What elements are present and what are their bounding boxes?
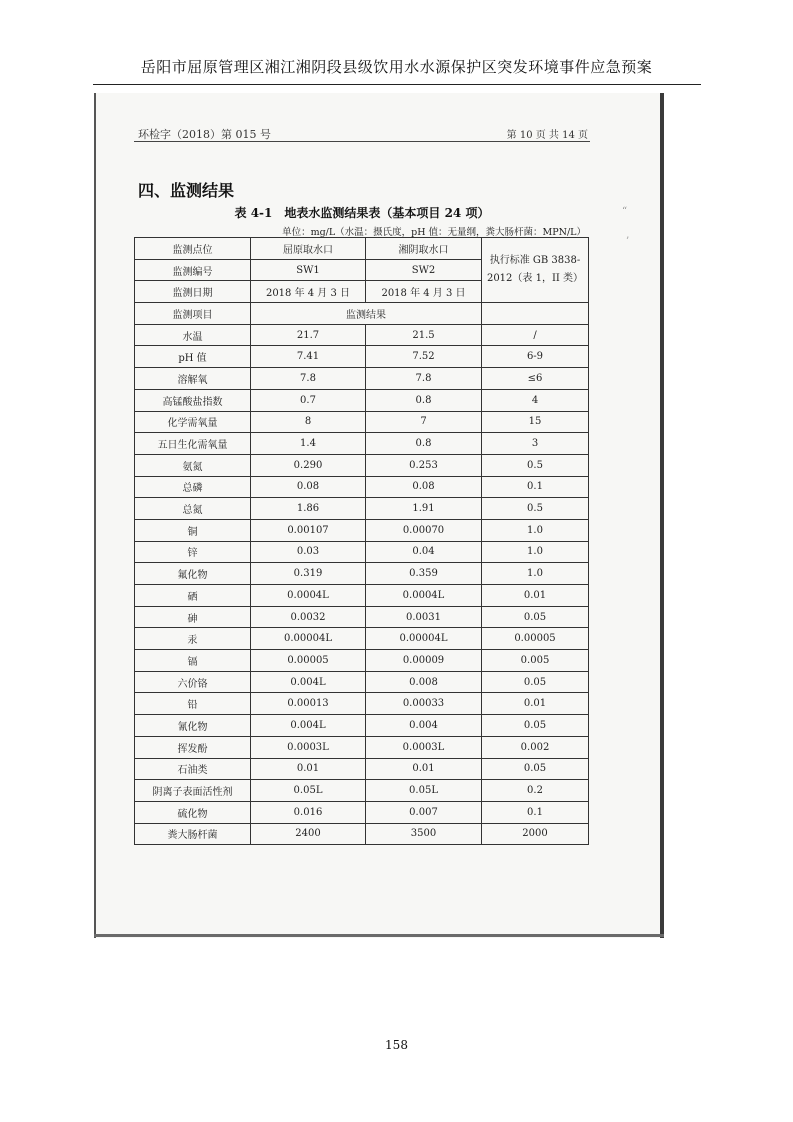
- table-cell-sw2: 0.0031: [366, 606, 482, 628]
- table-cell-std: 0.5: [482, 454, 589, 476]
- table-cell-std: 0.002: [482, 736, 589, 758]
- table-cell-std: 0.00005: [482, 628, 589, 650]
- table-cell-sw1: 7.8: [251, 368, 366, 390]
- table-cell-std: 6-9: [482, 346, 589, 368]
- header-cell: 监测项目: [135, 303, 251, 325]
- table-cell-item: 砷: [135, 606, 251, 628]
- header-cell: 监测编号: [135, 259, 251, 281]
- table-row: [135, 606, 589, 628]
- table-cell-std: 0.2: [482, 780, 589, 802]
- header-cell: 监测日期: [135, 281, 251, 303]
- section-title: 四、监测结果: [138, 181, 235, 200]
- table-cell-std: 1.0: [482, 519, 589, 541]
- table-cell-item: 阴离子表面活性剂: [135, 780, 251, 802]
- table-cell-sw1: 0.016: [251, 801, 366, 823]
- table-cell-sw2: 0.004: [366, 715, 482, 737]
- margin-mark: “: [622, 206, 628, 217]
- table-cell-item: 氨氮: [135, 454, 251, 476]
- page-number: 158: [385, 1038, 408, 1052]
- table-cell-sw2: 7: [366, 411, 482, 433]
- table-row: [135, 801, 589, 823]
- table-row: [135, 411, 589, 433]
- table-row: [135, 671, 589, 693]
- table-cell-std: 0.05: [482, 758, 589, 780]
- table-cell-item: 粪大肠杆菌: [135, 823, 251, 845]
- table-cell-sw2: 7.52: [366, 346, 482, 368]
- table-cell-sw1: 0.00004L: [251, 628, 366, 650]
- table-cell-std: 3: [482, 433, 589, 455]
- table-cell-item: 镉: [135, 650, 251, 672]
- table-cell-sw2: 0.05L: [366, 780, 482, 802]
- table-cell-std: 0.5: [482, 498, 589, 520]
- table-row: [135, 780, 589, 802]
- table-cell-sw1: 0.004L: [251, 671, 366, 693]
- table-row: [135, 758, 589, 780]
- table-cell-sw2: 7.8: [366, 368, 482, 390]
- table-cell-sw1: 0.004L: [251, 715, 366, 737]
- table-cell-item: 硫化物: [135, 801, 251, 823]
- scan-right-edge: [660, 93, 664, 938]
- table-cell-sw2: 0.8: [366, 433, 482, 455]
- standard-note-cell: 执行标准 GB 3838-2012（表 1，II 类）: [482, 238, 589, 303]
- table-cell-item: 水温: [135, 324, 251, 346]
- table-cell-item: 石油类: [135, 758, 251, 780]
- table-cell-std: 0.01: [482, 693, 589, 715]
- table-cell-sw1: 0.05L: [251, 780, 366, 802]
- table-cell-sw2: 0.01: [366, 758, 482, 780]
- table-cell-item: 高锰酸盐指数: [135, 389, 251, 411]
- table-row: [135, 628, 589, 650]
- header-cell: 监测结果: [251, 303, 482, 325]
- table-cell-sw1: 0.00107: [251, 519, 366, 541]
- table-cell-item: 汞: [135, 628, 251, 650]
- table-row: [135, 346, 589, 368]
- table-cell-sw1: 1.4: [251, 433, 366, 455]
- table-cell-sw1: 2400: [251, 823, 366, 845]
- report-code: 环检字（2018）第 015 号: [138, 128, 271, 141]
- table-row: [135, 519, 589, 541]
- table-cell-item: 锌: [135, 541, 251, 563]
- table-cell-sw1: 0.7: [251, 389, 366, 411]
- table-cell-sw1: 0.03: [251, 541, 366, 563]
- table-row: [135, 715, 589, 737]
- table-caption: 表 4-1 地表水监测结果表（基本项目 24 项）: [234, 206, 490, 220]
- table-cell-sw2: 0.359: [366, 563, 482, 585]
- table-cell-item: pH 值: [135, 346, 251, 368]
- table-row: [135, 498, 589, 520]
- table-cell-sw1: 1.86: [251, 498, 366, 520]
- table-row: [135, 324, 589, 346]
- table-cell-sw1: 0.0004L: [251, 585, 366, 607]
- table-cell-item: 五日生化需氧量: [135, 433, 251, 455]
- table-row: [135, 368, 589, 390]
- table-cell-std: 0.005: [482, 650, 589, 672]
- table-cell-item: 化学需氧量: [135, 411, 251, 433]
- table-row: [135, 433, 589, 455]
- scan-bottom-edge: [94, 934, 664, 937]
- table-cell-std: 0.05: [482, 715, 589, 737]
- table-cell-sw1: 21.7: [251, 324, 366, 346]
- header-cell: SW1: [251, 259, 366, 281]
- header-divider: [93, 84, 701, 85]
- header-cell: 屈原取水口: [251, 238, 366, 260]
- table-cell-sw2: 0.04: [366, 541, 482, 563]
- scan-left-edge: [94, 93, 96, 938]
- header-cell: 2018 年 4 月 3 日: [251, 281, 366, 303]
- table-cell-std: 0.1: [482, 476, 589, 498]
- table-cell-std: 1.0: [482, 541, 589, 563]
- margin-mark: ’: [626, 236, 630, 247]
- table-row: [135, 238, 589, 260]
- table-cell-sw2: 0.08: [366, 476, 482, 498]
- table-cell-item: 铅: [135, 693, 251, 715]
- table-cell-sw2: 0.00033: [366, 693, 482, 715]
- table-cell-sw2: 0.8: [366, 389, 482, 411]
- header-cell: 监测点位: [135, 238, 251, 260]
- table-cell-item: 溶解氧: [135, 368, 251, 390]
- table-cell-std: /: [482, 324, 589, 346]
- header-cell: 湘阴取水口: [366, 238, 482, 260]
- table-cell-sw1: 0.00013: [251, 693, 366, 715]
- table-cell-sw2: 0.00070: [366, 519, 482, 541]
- page-header-title: 岳阳市屈原管理区湘江湘阴段县级饮用水水源保护区突发环境事件应急预案: [140, 58, 653, 76]
- table-cell-item: 挥发酚: [135, 736, 251, 758]
- table-cell-item: 总磷: [135, 476, 251, 498]
- table-row: [135, 585, 589, 607]
- monitoring-results-table: [134, 237, 589, 845]
- table-cell-sw2: 0.007: [366, 801, 482, 823]
- table-cell-std: 0.01: [482, 585, 589, 607]
- table-cell-item: 氰化物: [135, 715, 251, 737]
- table-row: [135, 541, 589, 563]
- table-cell-sw2: 0.00004L: [366, 628, 482, 650]
- table-row: [135, 650, 589, 672]
- table-cell-sw2: 0.0004L: [366, 585, 482, 607]
- table-cell-sw1: 0.00005: [251, 650, 366, 672]
- table-cell-item: 总氮: [135, 498, 251, 520]
- header-cell: [482, 303, 589, 325]
- table-cell-sw1: 8: [251, 411, 366, 433]
- table-cell-sw2: 3500: [366, 823, 482, 845]
- table-cell-sw1: 0.290: [251, 454, 366, 476]
- table-cell-sw2: 1.91: [366, 498, 482, 520]
- table-cell-std: 1.0: [482, 563, 589, 585]
- table-cell-sw2: 0.00009: [366, 650, 482, 672]
- table-cell-std: 15: [482, 411, 589, 433]
- table-row: [135, 823, 589, 845]
- table-cell-sw1: 0.01: [251, 758, 366, 780]
- table-cell-sw1: 0.08: [251, 476, 366, 498]
- report-page-info: 第 10 页 共 14 页: [506, 130, 588, 141]
- table-cell-sw2: 0.008: [366, 671, 482, 693]
- table-cell-std: 4: [482, 389, 589, 411]
- table-row: [135, 736, 589, 758]
- table-cell-item: 硒: [135, 585, 251, 607]
- table-cell-item: 铜: [135, 519, 251, 541]
- table-row: [135, 389, 589, 411]
- table-cell-std: 0.05: [482, 671, 589, 693]
- table-cell-sw2: 21.5: [366, 324, 482, 346]
- table-row: [135, 563, 589, 585]
- table-cell-std: 2000: [482, 823, 589, 845]
- unit-note: 单位：mg/L（水温：摄氏度，pH 值：无量纲，粪大肠杆菌：MPN/L）: [282, 227, 586, 238]
- report-divider: [134, 141, 590, 142]
- table-cell-sw2: 0.0003L: [366, 736, 482, 758]
- header-cell: 2018 年 4 月 3 日: [366, 281, 482, 303]
- table-cell-std: ≤6: [482, 368, 589, 390]
- table-cell-std: 0.1: [482, 801, 589, 823]
- table-cell-sw1: 0.0032: [251, 606, 366, 628]
- table-row: [135, 476, 589, 498]
- table-cell-sw1: 0.0003L: [251, 736, 366, 758]
- table-cell-item: 六价铬: [135, 671, 251, 693]
- table-row: [135, 454, 589, 476]
- table-cell-std: 0.05: [482, 606, 589, 628]
- table-row: [135, 693, 589, 715]
- table-cell-sw1: 0.319: [251, 563, 366, 585]
- header-cell: SW2: [366, 259, 482, 281]
- table-row: [135, 303, 589, 325]
- table-cell-sw2: 0.253: [366, 454, 482, 476]
- table-cell-item: 氟化物: [135, 563, 251, 585]
- table-cell-sw1: 7.41: [251, 346, 366, 368]
